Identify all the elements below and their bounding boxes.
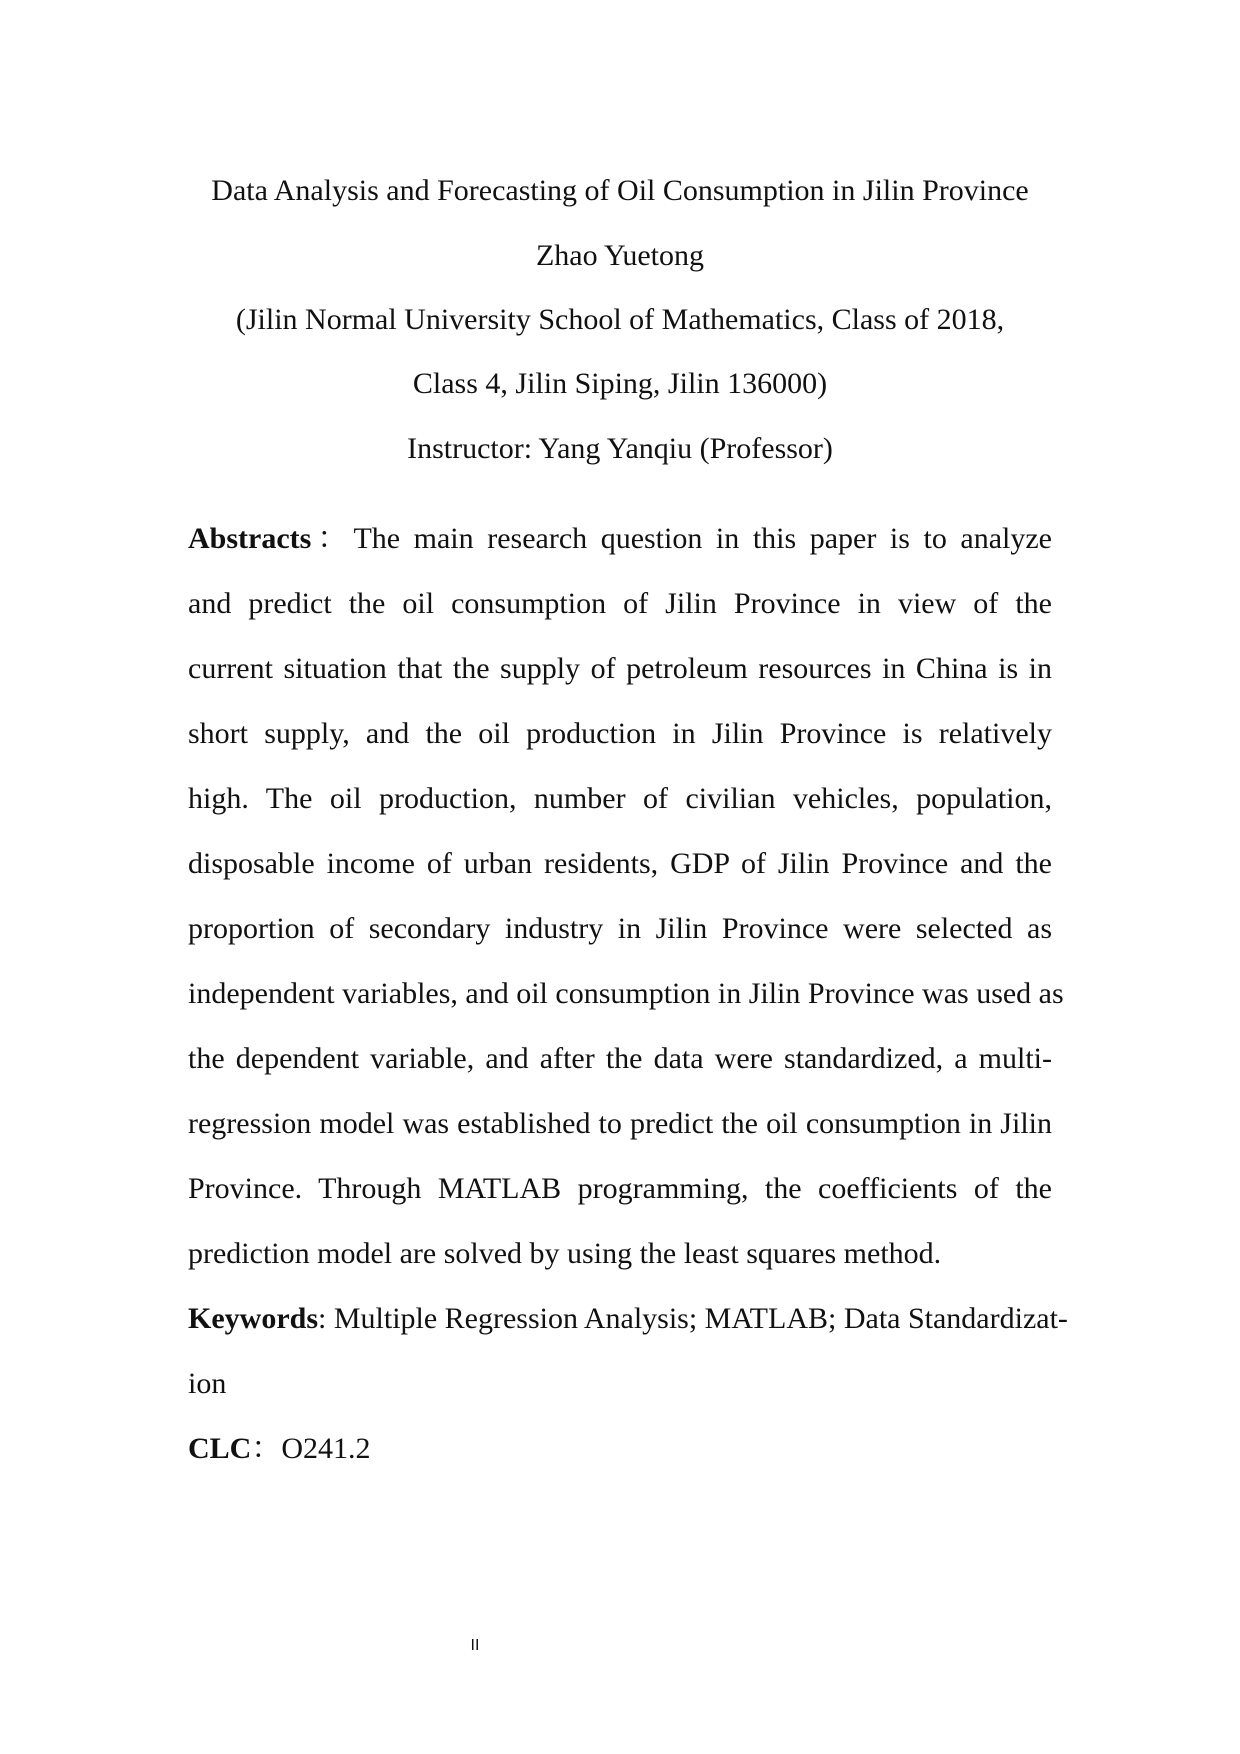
author-name: Zhao Yuetong (535, 239, 705, 272)
abstract-line: short supply, and the oil production in Jilin Province is relatively (188, 717, 1052, 750)
abstract-separator: ： (311, 522, 354, 555)
instructor-line: Instructor: Yang Yanqiu (Professor) (407, 432, 833, 465)
abstract-line: regression model was established to predict the oil consumption in Jilin (188, 1107, 1052, 1140)
keywords-text: Multiple Regression Analysis; MATLAB; Data Standardizat- (333, 1302, 1068, 1335)
abstract-section (188, 519, 1068, 1494)
abstract-line: proportion of secondary industry in Jilin Province were selected as (188, 912, 1052, 945)
abstract-line: high. The oil production, number of civilian vehicles, population, (188, 782, 1052, 815)
abstract-line: current situation that the supply of petroleum resources in China is in (188, 652, 1052, 685)
page-number: II (470, 1637, 480, 1654)
keywords-line: ion (188, 1367, 227, 1400)
abstract-text: The main research question in this paper is to analyze (353, 522, 1052, 555)
paper-title: Data Analysis and Forecasting of Oil Consumption in Jilin Province (211, 174, 1029, 207)
clc-separator: ： (251, 1432, 282, 1465)
keywords-label: Keywords (188, 1302, 318, 1335)
abstract-line (188, 519, 1052, 584)
clc-line (188, 1429, 1052, 1494)
abstract-line: and predict the oil consumption of Jilin Province in view of the (188, 587, 1052, 620)
abstract-line: independent variables, and oil consumption in Jilin Province was used as (188, 977, 1064, 1010)
abstract-line: the dependent variable, and after the data were standardized, a multi- (188, 1042, 1052, 1075)
affiliation-line-2: Class 4, Jilin Siping, Jilin 136000) (412, 367, 828, 400)
abstract-line: disposable income of urban residents, GDP of Jilin Province and the (188, 847, 1052, 880)
abstract-line: Province. Through MATLAB programming, the coefficients of the (188, 1172, 1052, 1205)
affiliation-line-1: (Jilin Normal University School of Mathematics, Class of 2018, (235, 303, 1005, 336)
clc-value: O241.2 (281, 1432, 371, 1465)
abstract-line: prediction model are solved by using the least squares method. (188, 1237, 942, 1270)
keywords-separator: : (318, 1302, 334, 1335)
clc-label: CLC (188, 1432, 252, 1465)
abstract-label: Abstracts (188, 522, 312, 555)
keywords-line (188, 1299, 1068, 1364)
